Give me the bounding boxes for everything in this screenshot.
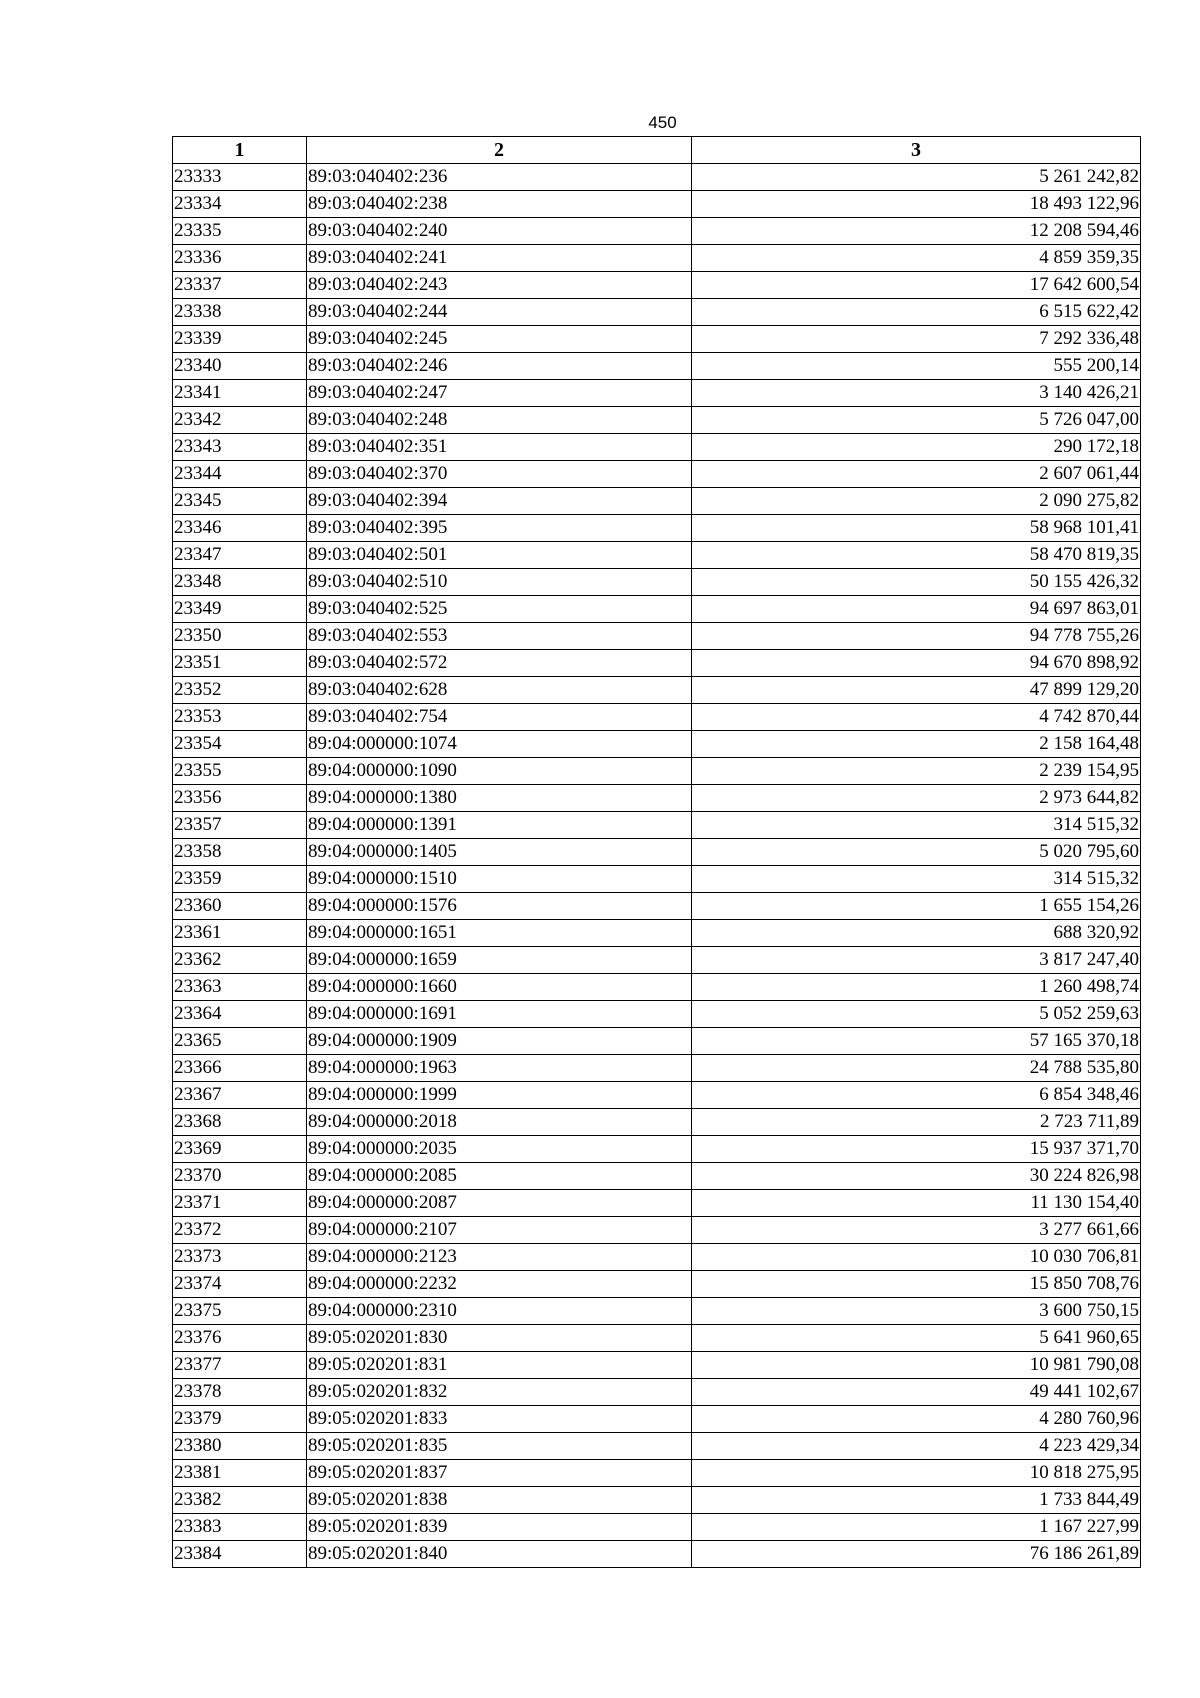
row-number-cell: 23362 (173, 947, 307, 974)
table-row (173, 1028, 1141, 1055)
cadastral-number-cell: 89:03:040402:248 (307, 407, 692, 434)
cadastral-value-cell: 94 697 863,01 (692, 596, 1141, 623)
cadastral-number-cell: 89:03:040402:628 (307, 677, 692, 704)
table-row (173, 1190, 1141, 1217)
row-number-cell: 23356 (173, 785, 307, 812)
table-row (173, 839, 1141, 866)
cadastral-value-cell: 15 937 371,70 (692, 1136, 1141, 1163)
row-number-cell: 23336 (173, 245, 307, 272)
table-row (173, 1406, 1141, 1433)
row-number-cell: 23382 (173, 1487, 307, 1514)
cadastral-number-cell: 89:03:040402:351 (307, 434, 692, 461)
cadastral-number-cell: 89:05:020201:839 (307, 1514, 692, 1541)
cadastral-value-cell: 555 200,14 (692, 353, 1141, 380)
cadastral-value-cell: 3 817 247,40 (692, 947, 1141, 974)
row-number-cell: 23354 (173, 731, 307, 758)
cadastral-value-cell: 4 223 429,34 (692, 1433, 1141, 1460)
row-number-cell: 23352 (173, 677, 307, 704)
cadastral-value-cell: 2 239 154,95 (692, 758, 1141, 785)
table-row (173, 1460, 1141, 1487)
cadastral-number-cell: 89:04:000000:1074 (307, 731, 692, 758)
row-number-cell: 23380 (173, 1433, 307, 1460)
row-number-cell: 23377 (173, 1352, 307, 1379)
cadastral-value-cell: 47 899 129,20 (692, 677, 1141, 704)
row-number-cell: 23378 (173, 1379, 307, 1406)
cadastral-value-cell: 10 818 275,95 (692, 1460, 1141, 1487)
row-number-cell: 23339 (173, 326, 307, 353)
cadastral-number-cell: 89:04:000000:1405 (307, 839, 692, 866)
table-row (173, 164, 1141, 191)
row-number-cell: 23355 (173, 758, 307, 785)
row-number-cell: 23376 (173, 1325, 307, 1352)
table-row (173, 1271, 1141, 1298)
cadastral-value-cell: 1 655 154,26 (692, 893, 1141, 920)
cadastral-value-cell: 18 493 122,96 (692, 191, 1141, 218)
cadastral-value-cell: 5 641 960,65 (692, 1325, 1141, 1352)
table-row (173, 812, 1141, 839)
page-number: 450 (648, 113, 677, 132)
cadastral-value-cell: 15 850 708,76 (692, 1271, 1141, 1298)
table-row (173, 218, 1141, 245)
cadastral-value-cell: 17 642 600,54 (692, 272, 1141, 299)
cadastral-value-cell: 7 292 336,48 (692, 326, 1141, 353)
cadastral-value-cell: 2 607 061,44 (692, 461, 1141, 488)
cadastral-number-cell: 89:03:040402:241 (307, 245, 692, 272)
table-header (173, 137, 1141, 164)
table-row (173, 596, 1141, 623)
table-row (173, 866, 1141, 893)
column-header-2: 2 (307, 137, 692, 164)
table-row (173, 1082, 1141, 1109)
row-number-cell: 23374 (173, 1271, 307, 1298)
cadastral-number-cell: 89:04:000000:1576 (307, 893, 692, 920)
cadastral-number-cell: 89:03:040402:244 (307, 299, 692, 326)
row-number-cell: 23341 (173, 380, 307, 407)
row-number-cell: 23342 (173, 407, 307, 434)
cadastral-number-cell: 89:04:000000:2018 (307, 1109, 692, 1136)
cadastral-number-cell: 89:05:020201:835 (307, 1433, 692, 1460)
cadastral-number-cell: 89:04:000000:2123 (307, 1244, 692, 1271)
table-row (173, 434, 1141, 461)
cadastral-value-cell: 5 052 259,63 (692, 1001, 1141, 1028)
row-number-cell: 23357 (173, 812, 307, 839)
row-number-cell: 23373 (173, 1244, 307, 1271)
row-number-cell: 23335 (173, 218, 307, 245)
row-number-cell: 23370 (173, 1163, 307, 1190)
table-row (173, 785, 1141, 812)
cadastral-number-cell: 89:04:000000:1391 (307, 812, 692, 839)
table-row (173, 1379, 1141, 1406)
table-row (173, 569, 1141, 596)
table-row (173, 974, 1141, 1001)
cadastral-number-cell: 89:05:020201:833 (307, 1406, 692, 1433)
cadastral-number-cell: 89:03:040402:510 (307, 569, 692, 596)
row-number-cell: 23367 (173, 1082, 307, 1109)
table-row (173, 1001, 1141, 1028)
table-row (173, 272, 1141, 299)
row-number-cell: 23368 (173, 1109, 307, 1136)
cadastral-number-cell: 89:03:040402:238 (307, 191, 692, 218)
table-row (173, 407, 1141, 434)
cadastral-number-cell: 89:03:040402:247 (307, 380, 692, 407)
cadastral-value-cell: 3 140 426,21 (692, 380, 1141, 407)
cadastral-number-cell: 89:04:000000:2232 (307, 1271, 692, 1298)
row-number-cell: 23351 (173, 650, 307, 677)
cadastral-number-cell: 89:04:000000:1090 (307, 758, 692, 785)
table-row (173, 515, 1141, 542)
row-number-cell: 23338 (173, 299, 307, 326)
row-number-cell: 23366 (173, 1055, 307, 1082)
cadastral-value-cell: 1 260 498,74 (692, 974, 1141, 1001)
cadastral-value-cell: 5 726 047,00 (692, 407, 1141, 434)
row-number-cell: 23333 (173, 164, 307, 191)
row-number-cell: 23337 (173, 272, 307, 299)
cadastral-value-cell: 76 186 261,89 (692, 1541, 1141, 1568)
cadastral-value-cell: 2 158 164,48 (692, 731, 1141, 758)
cadastral-number-cell: 89:05:020201:838 (307, 1487, 692, 1514)
cadastral-number-cell: 89:03:040402:240 (307, 218, 692, 245)
cadastral-value-cell: 314 515,32 (692, 812, 1141, 839)
cadastral-value-cell: 94 778 755,26 (692, 623, 1141, 650)
row-number-cell: 23350 (173, 623, 307, 650)
cadastral-number-cell: 89:05:020201:837 (307, 1460, 692, 1487)
cadastral-value-cell: 2 973 644,82 (692, 785, 1141, 812)
row-number-cell: 23344 (173, 461, 307, 488)
cadastral-value-cell: 10 030 706,81 (692, 1244, 1141, 1271)
cadastral-number-cell: 89:04:000000:1659 (307, 947, 692, 974)
row-number-cell: 23364 (173, 1001, 307, 1028)
cadastral-value-cell: 5 261 242,82 (692, 164, 1141, 191)
cadastral-number-cell: 89:04:000000:2310 (307, 1298, 692, 1325)
cadastral-number-cell: 89:03:040402:525 (307, 596, 692, 623)
cadastral-value-cell: 1 733 844,49 (692, 1487, 1141, 1514)
table-row (173, 353, 1141, 380)
table-row (173, 677, 1141, 704)
cadastral-number-cell: 89:05:020201:840 (307, 1541, 692, 1568)
cadastral-number-cell: 89:04:000000:1651 (307, 920, 692, 947)
table-row (173, 1433, 1141, 1460)
cadastral-value-cell: 2 090 275,82 (692, 488, 1141, 515)
row-number-cell: 23359 (173, 866, 307, 893)
cadastral-number-cell: 89:04:000000:1963 (307, 1055, 692, 1082)
table-row (173, 1109, 1141, 1136)
cadastral-value-cell: 58 470 819,35 (692, 542, 1141, 569)
row-number-cell: 23360 (173, 893, 307, 920)
row-number-cell: 23347 (173, 542, 307, 569)
table-row (173, 191, 1141, 218)
table-row (173, 1514, 1141, 1541)
header-row (173, 137, 1141, 164)
cadastral-number-cell: 89:03:040402:246 (307, 353, 692, 380)
cadastral-number-cell: 89:05:020201:830 (307, 1325, 692, 1352)
cadastral-number-cell: 89:04:000000:1909 (307, 1028, 692, 1055)
cadastral-value-cell: 94 670 898,92 (692, 650, 1141, 677)
cadastral-number-cell: 89:03:040402:572 (307, 650, 692, 677)
row-number-cell: 23353 (173, 704, 307, 731)
table-row (173, 542, 1141, 569)
cadastral-number-cell: 89:03:040402:501 (307, 542, 692, 569)
table-row (173, 488, 1141, 515)
cadastral-value-cell: 3 277 661,66 (692, 1217, 1141, 1244)
table-row (173, 623, 1141, 650)
table-body (173, 164, 1141, 1568)
cadastral-number-cell: 89:03:040402:370 (307, 461, 692, 488)
cadastral-value-cell: 314 515,32 (692, 866, 1141, 893)
cadastral-value-cell: 5 020 795,60 (692, 839, 1141, 866)
cadastral-value-cell: 4 859 359,35 (692, 245, 1141, 272)
cadastral-value-cell: 24 788 535,80 (692, 1055, 1141, 1082)
row-number-cell: 23381 (173, 1460, 307, 1487)
table-row (173, 893, 1141, 920)
cadastral-value-cell: 4 280 760,96 (692, 1406, 1141, 1433)
cadastral-number-cell: 89:04:000000:1380 (307, 785, 692, 812)
cadastral-number-cell: 89:05:020201:831 (307, 1352, 692, 1379)
row-number-cell: 23349 (173, 596, 307, 623)
cadastral-number-cell: 89:04:000000:1691 (307, 1001, 692, 1028)
cadastral-number-cell: 89:03:040402:395 (307, 515, 692, 542)
table-row (173, 1487, 1141, 1514)
cadastral-value-cell: 6 854 348,46 (692, 1082, 1141, 1109)
cadastral-number-cell: 89:04:000000:1660 (307, 974, 692, 1001)
table-row (173, 1352, 1141, 1379)
cadastral-value-cell: 50 155 426,32 (692, 569, 1141, 596)
cadastral-value-cell: 1 167 227,99 (692, 1514, 1141, 1541)
table-row (173, 326, 1141, 353)
table-row (173, 461, 1141, 488)
table-row (173, 1136, 1141, 1163)
table-row (173, 1298, 1141, 1325)
cadastral-number-cell: 89:03:040402:553 (307, 623, 692, 650)
cadastral-number-cell: 89:03:040402:236 (307, 164, 692, 191)
cadastral-value-cell: 4 742 870,44 (692, 704, 1141, 731)
cadastral-number-cell: 89:03:040402:394 (307, 488, 692, 515)
row-number-cell: 23358 (173, 839, 307, 866)
cadastral-value-cell: 11 130 154,40 (692, 1190, 1141, 1217)
row-number-cell: 23371 (173, 1190, 307, 1217)
table-row (173, 650, 1141, 677)
cadastral-value-cell: 290 172,18 (692, 434, 1141, 461)
table-row (173, 704, 1141, 731)
table-row (173, 1163, 1141, 1190)
cadastral-number-cell: 89:04:000000:1999 (307, 1082, 692, 1109)
table-row (173, 758, 1141, 785)
cadastral-value-cell: 6 515 622,42 (692, 299, 1141, 326)
row-number-cell: 23340 (173, 353, 307, 380)
table-row (173, 1325, 1141, 1352)
cadastral-number-cell: 89:05:020201:832 (307, 1379, 692, 1406)
cadastral-value-table (172, 136, 1141, 1568)
row-number-cell: 23383 (173, 1514, 307, 1541)
table-row (173, 380, 1141, 407)
cadastral-number-cell: 89:04:000000:1510 (307, 866, 692, 893)
cadastral-number-cell: 89:04:000000:2085 (307, 1163, 692, 1190)
row-number-cell: 23361 (173, 920, 307, 947)
column-header-1: 1 (173, 137, 307, 164)
cadastral-number-cell: 89:04:000000:2087 (307, 1190, 692, 1217)
row-number-cell: 23372 (173, 1217, 307, 1244)
cadastral-value-cell: 10 981 790,08 (692, 1352, 1141, 1379)
row-number-cell: 23348 (173, 569, 307, 596)
cadastral-number-cell: 89:04:000000:2107 (307, 1217, 692, 1244)
cadastral-value-cell: 12 208 594,46 (692, 218, 1141, 245)
cadastral-value-cell: 57 165 370,18 (692, 1028, 1141, 1055)
row-number-cell: 23343 (173, 434, 307, 461)
cadastral-value-cell: 2 723 711,89 (692, 1109, 1141, 1136)
table-row (173, 1055, 1141, 1082)
row-number-cell: 23363 (173, 974, 307, 1001)
table-row (173, 1244, 1141, 1271)
cadastral-value-cell: 30 224 826,98 (692, 1163, 1141, 1190)
cadastral-number-cell: 89:03:040402:754 (307, 704, 692, 731)
table-row (173, 1541, 1141, 1568)
row-number-cell: 23379 (173, 1406, 307, 1433)
row-number-cell: 23375 (173, 1298, 307, 1325)
column-header-3: 3 (692, 137, 1141, 164)
cadastral-number-cell: 89:03:040402:243 (307, 272, 692, 299)
table-row (173, 299, 1141, 326)
row-number-cell: 23334 (173, 191, 307, 218)
table-row (173, 731, 1141, 758)
cadastral-number-cell: 89:03:040402:245 (307, 326, 692, 353)
table-row (173, 920, 1141, 947)
cadastral-value-cell: 58 968 101,41 (692, 515, 1141, 542)
table-row (173, 947, 1141, 974)
table-row (173, 245, 1141, 272)
row-number-cell: 23346 (173, 515, 307, 542)
row-number-cell: 23365 (173, 1028, 307, 1055)
cadastral-value-cell: 3 600 750,15 (692, 1298, 1141, 1325)
row-number-cell: 23345 (173, 488, 307, 515)
row-number-cell: 23369 (173, 1136, 307, 1163)
cadastral-value-cell: 49 441 102,67 (692, 1379, 1141, 1406)
cadastral-value-cell: 688 320,92 (692, 920, 1141, 947)
table-row (173, 1217, 1141, 1244)
row-number-cell: 23384 (173, 1541, 307, 1568)
cadastral-number-cell: 89:04:000000:2035 (307, 1136, 692, 1163)
